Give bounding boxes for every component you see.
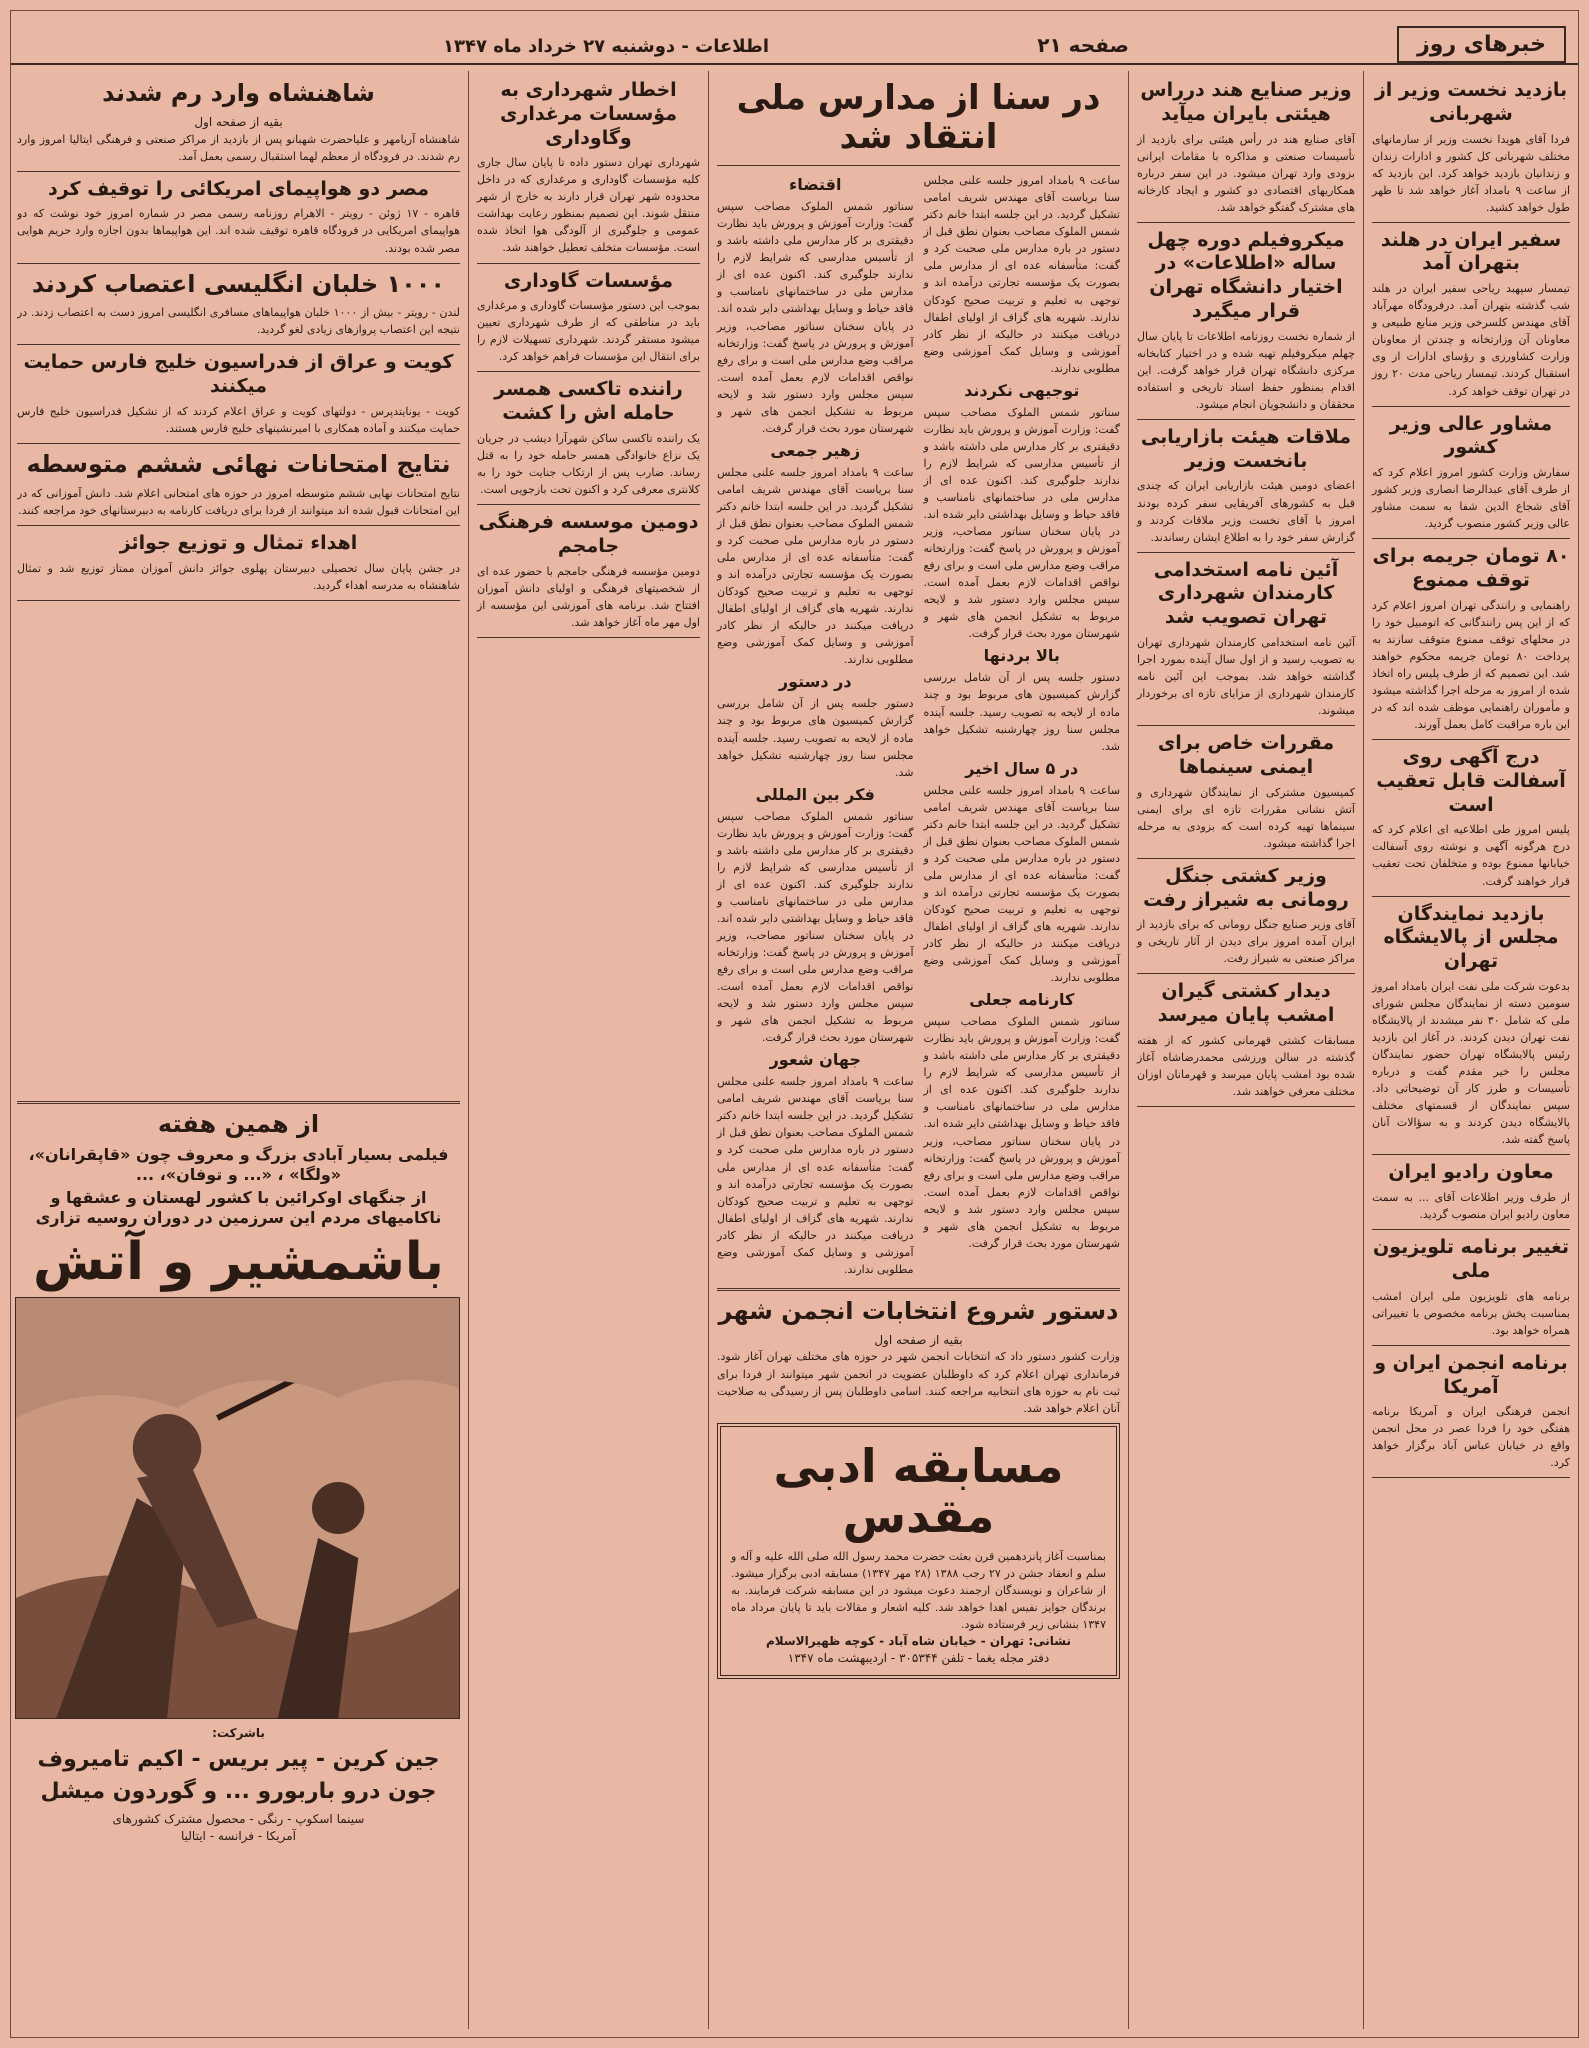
divider [1372, 1229, 1570, 1230]
news-item-body: کمیسیون مشترکی از نمایندگان شهرداری و آتش نشانی مقررات تازه ای برای ایمنی سینماها تهیه کرده است که بزودی به مرحله اجرا گذاشته میشود. [1137, 785, 1355, 850]
subhead: جهان شعور [769, 1050, 861, 1070]
contest-title: مسابقه ادبی مقدس [773, 1438, 1064, 1544]
paper-dateline: اطلاعات - دوشنبه ۲۷ خرداد ماه ۱۳۴۷ [443, 36, 770, 57]
news-item-body: انجمن فرهنگی ایران و آمریکا برنامه هفتگی خود را فردا عصر در محل انجمن واقع در خیابان عباس آباد برگزار خواهد کرد. [1372, 1405, 1570, 1470]
film-countries: آمریکا - فرانسه - ایتالیا [181, 1828, 296, 1843]
news-item [17, 270, 460, 346]
subhead: زهیر جمعی [770, 440, 861, 460]
news-item-body: نتایج امتحانات نهایی ششم متوسطه امروز در حوزه های امتحانی اعلام شد. دانش آموزانی که در این امتحانات قبول شده اند میتوانند از فردا برای دریافت کارنامه به دبیرستانهای خود مراجعه کنند. [17, 486, 460, 517]
divider [477, 263, 700, 264]
news-item-body: در جشن پایان سال تحصیلی دبیرستان پهلوی جوائز دانش آموزان ممتاز توزیع شد و تمثال شاهنشاه به مدرسه اهداء گردید. [17, 561, 460, 592]
news-item-body: آقای صنایع هند در رأس هیئتی برای بازدید از تأسیسات صنعتی و مذاکره با مقامات ایرانی بزودی وارد تهران میشود. در این سفر درباره همکاریهای اقتصادی دو کشور و ایجاد کارخانه های مشترک گفتگو خواهد شد. [1137, 132, 1355, 214]
news-item [17, 351, 460, 444]
main-headline: در سنا از مدارس ملی انتقاد شد [736, 78, 1101, 158]
subhead: در دستور [778, 672, 852, 692]
news-item-body: از شماره نخست روزنامه اطلاعات تا پایان سال چهلم میکروفیلم تهیه شده و در اختیار کتابخانه مرکزی دانشگاه تهران قرار خواهد گرفت. این اقدام بمنظور حفظ اسناد تاریخی و استفاده محققان و دانشجویان انجام میشود. [1137, 329, 1355, 411]
column-local-news [1128, 71, 1363, 2029]
newspaper-page [10, 10, 1579, 2038]
news-item [477, 79, 700, 264]
film-description: از جنگهای اوکرائین با کشور لهستان و عشقها و ناکامیهای مردم این سرزمین در دوران روسیه تزاری [35, 1187, 442, 1227]
column-main-story [708, 71, 1128, 2029]
news-item-title: میکروفیلم دوره چهل ساله «اطلاعات» در اختیار دانشگاه تهران قرار میگیرد [1147, 228, 1345, 322]
subhead: بالا بردنها [983, 646, 1060, 666]
main-story-paragraph-d: ساعت ۹ بامداد امروز جلسه علنی مجلس سنا بریاست آقای مهندس شریف امامی تشکیل گردید. در این جلسه ابتدا خانم دکتر شمس الملوک مصاحب بعنوان نطق قبل از دستور در باره مدارس ملی صحبت کرد و گفت: متأسفانه عده ای از مدارس ملی بصورت یک مؤسسه تجارتی درآمده اند و توجهی به تعلیم و تربیت صحیح کودکان ندارند. شهریه های گزاف از اولیای اطفال دریافت میکنند در حالیکه از نظر کادر آموزشی و وسایل کمک آموزشی وضع مطلوبی ندارند. [923, 783, 1120, 985]
news-item-body: یک راننده تاکسی ساکن شهرآرا دیشب در جریان یک نزاع خانوادگی همسر حامله خود را به قتل رساند. ضارب پس از ارتکاب جنایت خود را به کلانتری معرفی کرد و اکنون تحت بازجویی است. [477, 431, 700, 497]
news-item-title: معاون رادیو ایران [1388, 1161, 1554, 1184]
divider [717, 165, 1120, 166]
news-item-body: دومین مؤسسه فرهنگی جامجم با حضور عده ای از شخصیتهای فرهنگی و اولیای دانش آموزان افتتاح شد. برنامه های آموزشی این مؤسسه از اول مهر ماه آغاز خواهد شد. [477, 564, 700, 629]
news-item-title: اخطار شهرداری به مؤسسات مرغداری وگاوداری [500, 79, 677, 149]
news-item [1137, 865, 1355, 975]
divider [17, 263, 460, 264]
news-item-body: شاهنشاه آریامهر و علیاحضرت شهبانو پس از بازدید از مراکز صنعتی و فرهنگی ایتالیا امروز وارد رم شدند. در فرودگاه از معظم لهما استقبال رسمی بعمل آمد. [17, 132, 460, 163]
news-item-title: ۸۰ تومان جریمه برای توقف ممنوع [1372, 545, 1570, 591]
divider [1137, 1106, 1355, 1107]
news-item-title: اهداء تمثال و توزیع جوائز [119, 531, 358, 554]
main-story-paragraph-f: سناتور شمس الملوک مصاحب سپس گفت: وزارت آموزش و پرورش باید نظارت دقیقتری بر کار مدارس ملی داشته باشد و از تأسیس مدارسی که شرایط لازم را ندارند جلوگیری کند. اکنون عده ای از مدارس ملی در ساختمانهای نامناسب و فاقد حیاط و وسایل بهداشتی دایر شده اند. در پایان سخنان سناتور مصاحب، وزیر آموزش و پرورش در پاسخ گفت: وزارتخانه مراقب وضع مدارس ملی است و برای رفع نواقص اقدامات لازم بعمل آمده است. سپس مجلس وارد دستور شد و لایحه مربوط به تشکیل انجمن های شهر و شهرستان مورد بحث قرار گرفت. [717, 200, 914, 435]
news-item-body: سفارش وزارت کشور امروز اعلام کرد که از طرف آقای عبدالرضا انصاری وزیر کشور آقای شجاع الدین شفا به سمت مشاور عالی وزیر کشور منصوب گردید. [1372, 466, 1570, 531]
news-item [1372, 79, 1570, 223]
news-item [1137, 732, 1355, 859]
main-story-col-b [717, 172, 914, 1282]
divider [1372, 739, 1570, 740]
news-item-title: نتایج امتحانات نهائی ششم متوسطه [26, 450, 451, 479]
divider [1372, 222, 1570, 223]
news-item-body: آئین نامه استخدامی کارمندان شهرداری تهران به تصویب رسید و از اول سال آینده بمورد اجرا گذاشته خواهد شد. بموجب این آئین نامه کارمندان شهرداری از مزایای تازه ای برخوردار میشوند. [1137, 635, 1355, 718]
news-brief-list [1372, 79, 1570, 1478]
page-number: صفحه ۲۱ [1037, 33, 1129, 57]
news-item [17, 450, 460, 526]
film-poster-image [15, 1297, 460, 1719]
divider [17, 443, 460, 444]
divider [1137, 419, 1355, 420]
main-story-paragraph-b: سناتور شمس الملوک مصاحب سپس گفت: وزارت آموزش و پرورش باید نظارت دقیقتری بر کار مدارس ملی داشته باشد و از تأسیس مدارسی که شرایط لازم را ندارند جلوگیری کند. اکنون عده ای از مدارس ملی در ساختمانهای نامناسب و فاقد حیاط و وسایل بهداشتی دایر شده اند. در پایان سخنان سناتور مصاحب، وزیر آموزش و پرورش در پاسخ گفت: وزارتخانه مراقب وضع مدارس ملی است و برای رفع نواقص اقدامات لازم بعمل آمده است. سپس مجلس وارد دستور شد و لایحه مربوط به تشکیل انجمن های شهر و شهرستان مورد بحث قرار گرفت. [923, 405, 1120, 641]
news-item-body: بدعوت شرکت ملی نفت ایران بامداد امروز سومین دسته از نمایندگان مجلس شورای ملی که شامل ۳۰ نفر میشدند از پالایشگاه نفت تهران دیدن کردند. در آغاز این بازدید رئیس پالایشگاه تهران حضور نمایندگان مجلس را خیر مقدم گفت و درباره تأسیسات و طرز کار آن توضیحاتی داد. سپس نمایندگان از قسمتهای مختلف پالایشگاه دیدن کردند و به سؤالات آنان پاسخ گفته شد. [1372, 979, 1571, 1147]
news-item [1137, 559, 1355, 726]
news-item-title: مؤسسات گاوداری [503, 269, 674, 292]
news-item-body: مسابقات کشتی قهرمانی کشور که از هفته گذشته در سالن ورزشی محمدرضاشاه آغاز شده بود امشب پایان میرسد و قهرمانان اوزان مختلف معرفی خواهند شد. [1137, 1033, 1355, 1099]
news-item [1137, 79, 1355, 223]
contest-address: نشانی: تهران - خیابان شاه آباد - کوچه ظهیرالاسلام [765, 1634, 1072, 1649]
main-story-paragraph-i: سناتور شمس الملوک مصاحب سپس گفت: وزارت آموزش و پرورش باید نظارت دقیقتری بر کار مدارس ملی داشته باشد و از تأسیس مدارسی که شرایط لازم را ندارند جلوگیری کند. اکنون عده ای از مدارس ملی در ساختمانهای نامناسب و فاقد حیاط و وسایل بهداشتی دایر شده اند. در پایان سخنان سناتور مصاحب، وزیر آموزش و پرورش در پاسخ گفت: وزارتخانه مراقب وضع مدارس ملی است و برای رفع نواقص اقدامات لازم بعمل آمده است. سپس مجلس وارد دستور شد و لایحه مربوط به تشکیل انجمن های شهر و شهرستان مورد بحث قرار گرفت. [717, 809, 914, 1045]
divider [17, 1101, 460, 1104]
news-item-body: اعضای دومین هیئت بازاریابی ایران که چندی قبل به کشورهای آفریقایی سفر کرده بودند امروز با آقای نخست وزیر ملاقات کردند و گزارش سفر خود را به اطلاع ایشان رساندند. [1137, 479, 1355, 544]
news-item-body: شهرداری تهران دستور داده تا پایان سال جاری کلیه مؤسسات گاوداری و مرغداری که در داخل محدوده شهر تهران قرار دارند به خارج از شهر منتقل شوند. این تصمیم بمنظور رعایت بهداشت عمومی و جلوگیری از آلودگی هوا اتخاذ شده است. مؤسسات متخلف تعطیل خواهند شد. [477, 156, 700, 255]
film-week-label: از همین هفته [157, 1110, 320, 1138]
election-notice-body: وزارت کشور دستور داد که انتخابات انجمن شهر در حوزه های مختلف تهران آغاز شود. فرمانداری تهران اعلام کرد که داوطلبان عضویت در انجمن شهر میتوانند از فردا برای ثبت نام به حوزه های انتخابیه مراجعه کنند. اسامی داوطلبان پس از رسیدگی به صلاحیت آنان اعلام خواهد شد. [717, 1350, 1120, 1415]
news-item-title: بازدید نمایندگان مجلس از پالایشگاه تهران [1383, 902, 1559, 973]
contest-footer: دفتر مجله یغما - تلفن ۳۰۵۳۴۴ - اردیبهشت ماه ۱۳۴۷ [787, 1650, 1050, 1665]
news-item [1372, 1236, 1570, 1346]
subhead: فکر بین المللی [755, 784, 875, 804]
news-item-body: لندن - رویتر - بیش از ۱۰۰۰ خلبان هواپیماهای مسافری انگلیسی امروز دست به اعتصاب زدند. در نتیجه این اعتصاب پروازهای زیادی لغو گردید. [17, 306, 460, 337]
news-item [1372, 1161, 1570, 1230]
news-item-title: شاهنشاه وارد رم شدند [102, 79, 375, 107]
film-cast-line-2: جون درو باربورو ... و گوردون میشل [40, 1779, 437, 1805]
news-item-body: فردا آقای هویدا نخست وزیر از سازمانهای مختلف شهربانی کل کشور و ادارات زندان و زندانیان بازدید خواهد کرد. این بازدید که از ساعت ۹ بامداد آغاز خواهد شد تا ظهر طول خواهد کشید. [1372, 132, 1570, 214]
news-item [1137, 426, 1355, 553]
divider [477, 504, 700, 505]
film-title: باشمشیر و آتش [33, 1231, 444, 1292]
news-item [477, 511, 700, 638]
divider [717, 1288, 1120, 1291]
contest-body: بمناسبت آغاز پانزدهمین قرن بعثت حضرت محمد رسول الله صلی الله علیه و آله و سلم و انعقاد جشن در ۲۷ رجب ۱۳۸۸ (۲۸ مهر ۱۳۴۷) مسابقه ادبی برگزار میشود. از شاعران و نویسندگان ارجمند دعوت میشود در این مسابقه شرکت فرمایند. به برندگان جوایز نفیس اهدا خواهد شد. کلیه اشعار و مقالات باید تا پایان مرداد ماه ۱۳۴۷ بنشانی زیر فرستاده شود. [731, 1549, 1107, 1632]
divider [477, 637, 700, 638]
main-story-paragraph-e: سناتور شمس الملوک مصاحب سپس گفت: وزارت آموزش و پرورش باید نظارت دقیقتری بر کار مدارس ملی داشته باشد و از تأسیس مدارسی که شرایط لازم را ندارند جلوگیری کند. اکنون عده ای از مدارس ملی در ساختمانهای نامناسب و فاقد حیاط و وسایل بهداشتی دایر شده اند. در پایان سخنان سناتور مصاحب، وزیر آموزش و پرورش در پاسخ گفت: وزارتخانه مراقب وضع مدارس ملی است و برای رفع نواقص اقدامات لازم بعمل آمده است. سپس مجلس وارد دستور شد و لایحه مربوط به تشکیل انجمن های شهر و شهرستان مورد بحث قرار گرفت. [923, 1015, 1120, 1250]
news-item [1372, 229, 1570, 407]
world-news-list [17, 75, 460, 1095]
news-item-title: درج آگهی روی آسفالت قابل تعقیب است [1376, 746, 1566, 816]
election-notice-title: دستور شروع انتخابات انجمن شهر [718, 1296, 1119, 1325]
news-item-title: ۱۰۰۰ خلبان انگلیسی اعتصاب کردند [31, 269, 446, 298]
divider [1372, 896, 1570, 897]
film-tagline: فیلمی بسیار آبادی بزرگ و معروف چون «قاپقرانان»، «ولگا» ، «... و توفان»، ... [28, 1144, 449, 1184]
news-item [1372, 413, 1570, 540]
subhead: در ۵ سال اخیر [965, 758, 1079, 778]
news-item [17, 79, 460, 172]
news-item-title: برنامه انجمن ایران و آمریکا [1374, 1351, 1568, 1398]
divider [1137, 222, 1355, 223]
news-item-title: بازدید نخست وزیر از شهربانی [1374, 79, 1568, 125]
news-item-title: تغییر برنامه تلویزیون ملی [1373, 1236, 1569, 1282]
news-item-title: آئین نامه استخدامی کارمندان شهرداری تهران تصویب شد [1153, 558, 1339, 629]
divider [17, 171, 460, 172]
news-item [1372, 545, 1570, 740]
subhead: کارنامه جعلی [969, 990, 1075, 1010]
main-story-body [717, 172, 1120, 1282]
column-news-briefs [1363, 71, 1578, 2029]
news-item-body: کویت - یونایتدپرس - دولتهای کویت و عراق اعلام کردند که از تشکیل فدراسیون خلیج فارس حمایت میکنند و آماده همکاری با امیرنشینهای خلیج فارس هستند. [17, 404, 460, 436]
news-item-title: سفیر ایران در هلند بتهران آمد [1380, 228, 1562, 275]
main-story-paragraph-h: دستور جلسه پس از آن شامل بررسی گزارش کمیسیون های مربوط بود و چند ماده از لایحه به تصویب رسید. جلسه آینده مجلس سنا روز چهارشنبه تشکیل خواهد شد. [717, 697, 914, 779]
main-story-paragraph-j: ساعت ۹ بامداد امروز جلسه علنی مجلس سنا بریاست آقای مهندس شریف امامی تشکیل گردید. در این جلسه ابتدا خانم دکتر شمس الملوک مصاحب بعنوان نطق قبل از دستور در باره مدارس ملی صحبت کرد و گفت: متأسفانه عده ای از مدارس ملی بصورت یک مؤسسه تجارتی درآمده اند و توجهی به تعلیم و تربیت صحیح کودکان ندارند. شهریه های گزاف از اولیای اطفال دریافت میکنند در حالیکه از نظر کادر آموزشی و وسایل کمک آموزشی وضع مطلوبی ندارند. [717, 1075, 914, 1276]
column-municipal [468, 71, 708, 2029]
divider [1372, 1154, 1570, 1155]
divider [477, 371, 700, 372]
divider [1372, 1477, 1570, 1478]
divider [1372, 1345, 1570, 1346]
news-item-title: مصر دو هواپیمای امریکائی را توقیف کرد [47, 177, 430, 200]
news-item-title: مقررات خاص برای ایمنی سینماها [1157, 732, 1335, 778]
news-item-title: راننده تاکسی همسر حامله اش را کشت [494, 378, 683, 425]
main-story-paragraph-c: دستور جلسه پس از آن شامل بررسی گزارش کمیسیون های مربوط بود و چند ماده از لایحه به تصویب رسید. جلسه آینده مجلس سنا روز چهارشنبه تشکیل خواهد شد. [923, 671, 1120, 753]
news-item-title: کویت و عراق از فدراسیون خلیج فارس حمایت میکنند [23, 351, 454, 398]
film-cast-line-1: جین کرین - پیر بریس - اکیم تامیروف [37, 1746, 440, 1772]
news-item [477, 378, 700, 505]
local-news-list [1137, 79, 1355, 1107]
literary-contest-ad [717, 1423, 1120, 1679]
film-format: سینما اسکوپ - رنگی - محصول مشترک کشورهای [112, 1811, 365, 1826]
news-item [17, 532, 460, 601]
news-item-title: مشاور عالی وزیر کشور [1389, 412, 1553, 459]
news-item-body: پلیس امروز طی اطلاعیه ای اعلام کرد که درج هرگونه آگهی و نوشته روی آسفالت خیابانها ممنوع بوده و متخلفان تحت تعقیب قرار خواهند گرفت. [1372, 823, 1570, 888]
news-item [1137, 980, 1355, 1107]
divider [17, 525, 460, 526]
election-notice-sub: بقیه از صفحه اول [874, 1332, 963, 1347]
news-item-body: راهنمایی و رانندگی تهران امروز اعلام کرد که از این پس رانندگانی که اتومبیل خود را در محلهای توقف ممنوع متوقف سازند به پرداخت ۸۰ تومان جریمه محکوم خواهند شد. این تصمیم که از طرف پلیس راه اتخاذ شده از امروز به مرحله اجرا گذاشته میشود و مأموران راهنمایی موظف شده اند که در این باره مراقبت کامل بعمل آورند. [1372, 598, 1570, 732]
news-item-title: ملاقات هیئت بازاریابی بانخست وزیر [1140, 425, 1352, 472]
subhead: اقتضاء [789, 175, 842, 195]
news-item-title: دومین موسسه فرهنگی جامجم [478, 511, 699, 557]
news-item [17, 178, 460, 264]
news-item [1137, 229, 1355, 420]
news-item-title: وزیر کشتی جنگل رومانی به شیراز رفت [1143, 864, 1349, 911]
divider [17, 344, 460, 345]
news-item-title: وزیر صنایع هند درراس هیئتی بایران میآید [1140, 79, 1352, 125]
section-badge: خبرهای روز [1397, 26, 1566, 63]
municipal-news-list [477, 79, 700, 638]
divider [1137, 973, 1355, 974]
news-item [1372, 903, 1570, 1156]
film-advert [17, 1110, 460, 1845]
column-world-news [9, 71, 468, 2029]
divider [1372, 406, 1570, 407]
news-item-body: برنامه های تلویزیون ملی ایران امشب بمناسبت پخش برنامه مخصوص با تغییراتی همراه خواهد بود. [1372, 1289, 1570, 1337]
main-story-paragraph-a: ساعت ۹ بامداد امروز جلسه علنی مجلس سنا بریاست آقای مهندس شریف امامی تشکیل گردید. در این جلسه ابتدا خانم دکتر شمس الملوک مصاحب بعنوان نطق قبل از دستور در باره مدارس ملی صحبت کرد و گفت: متأسفانه عده ای از مدارس ملی بصورت یک مؤسسه تجارتی درآمده اند و توجهی به تعلیم و تربیت صحیح کودکان ندارند. شهریه های گزاف از اولیای اطفال دریافت میکنند در حالیکه از نظر کادر آموزشی و وسایل کمک آموزشی وضع مطلوبی ندارند. [923, 174, 1120, 375]
divider [1137, 552, 1355, 553]
news-item [1372, 1352, 1570, 1479]
subhead: توجیهی نکردند [964, 380, 1080, 400]
film-cast-label: باشرکت: [212, 1725, 265, 1740]
divider [1137, 858, 1355, 859]
news-item-body: از طرف وزیر اطلاعات آقای ... به سمت معاون رادیو ایران منصوب گردید. [1372, 1191, 1570, 1222]
news-item-body: بموجب این دستور مؤسسات گاوداری و مرغداری باید در مناطقی که از طرف شهرداری تعیین میشود مستقر گردند. شهرداری تسهیلات لازم را برای انتقال این مؤسسات فراهم خواهد کرد. [477, 299, 700, 364]
news-item-subtitle: بقیه از صفحه اول [194, 114, 283, 129]
news-item [1372, 746, 1570, 896]
divider [1137, 725, 1355, 726]
news-item-body: آقای وزیر صنایع جنگل رومانی که برای بازدید از ایران آمده امروز برای دیدن از آثار تاریخی و مراکز صنعتی به شیراز رفت. [1137, 918, 1355, 966]
news-item-body: قاهره - ۱۷ ژوئن - رویتر - الاهرام روزنامه رسمی مصر در شماره امروز خود نوشت که دو هواپیمای امریکایی در فرودگاه قاهره توقیف شده اند. این هواپیماها بدون اجازه وارد حریم هوایی مصر شده بودند. [17, 207, 460, 255]
main-story-paragraph-g: ساعت ۹ بامداد امروز جلسه علنی مجلس سنا بریاست آقای مهندس شریف امامی تشکیل گردید. در این جلسه ابتدا خانم دکتر شمس الملوک مصاحب بعنوان نطق قبل از دستور در باره مدارس ملی صحبت کرد و گفت: متأسفانه عده ای از مدارس ملی بصورت یک مؤسسه تجارتی درآمده اند و توجهی به تعلیم و تربیت صحیح کودکان ندارند. شهریه های گزاف از اولیای اطفال دریافت میکنند در حالیکه از نظر کادر آموزشی و وسایل کمک آموزشی وضع مطلوبی ندارند. [717, 465, 914, 667]
news-item-body: تیمسار سپهبد ریاحی سفیر ایران در هلند شب گذشته بتهران آمد. درفرودگاه مهرآباد آقای مهندس کلسرخی وزیر منابع طبیعی و معاونان آن وزارتخانه و چندتن از معاونان وزارت کشاورزی و رؤسای ادارات از وی استقبال کردند. تیمسار ریاحی مدت ۲۰ روز در تهران توقف خواهد کرد. [1372, 282, 1570, 398]
main-story-col-a [924, 172, 1121, 1282]
divider [1372, 538, 1570, 539]
news-item [477, 270, 700, 373]
divider [17, 600, 460, 601]
page-header [11, 11, 1578, 65]
news-item-title: دیدار کشتی گیران امشب پایان میرسد [1157, 980, 1335, 1027]
